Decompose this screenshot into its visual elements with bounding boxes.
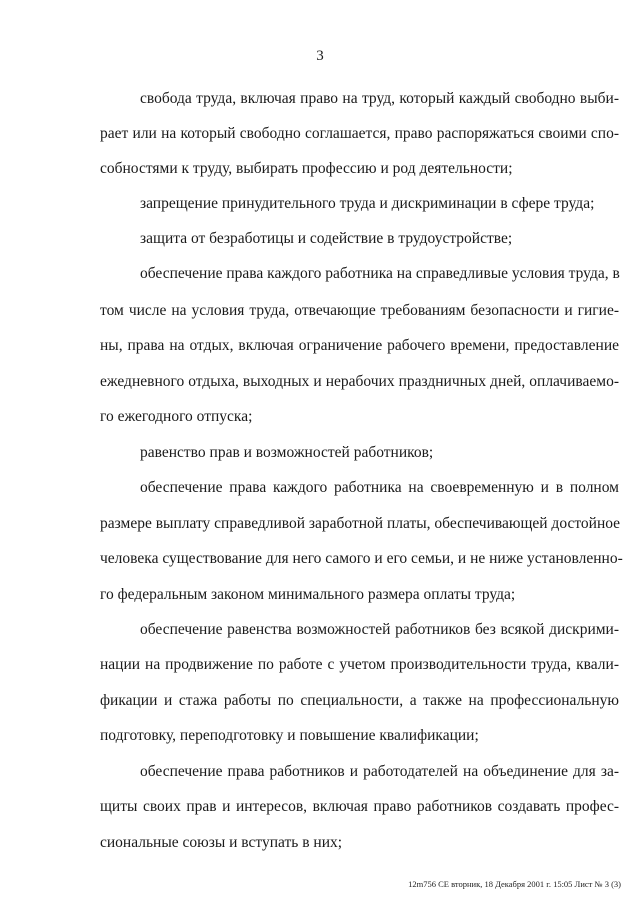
body-line: ежедневного отдыха, выходных и нерабочих праздничных дней, оплачиваемо-	[100, 373, 619, 390]
body-line: человека существование для него самого и его семьи, и не ниже установленно-	[100, 550, 623, 567]
body-line: размере выплату справедливой заработной платы, обеспечивающей достойное	[100, 515, 621, 532]
body-line: фикации и стажа работы по специальности, а также на профессиональную	[100, 692, 619, 709]
body-line: равенство прав и возможностей работников;	[140, 444, 434, 461]
body-line: свобода труда, включая право на труд, который каждый свободно выби-	[140, 90, 619, 107]
body-line: обеспечение права каждого работника на своевременную и в полном	[140, 479, 619, 496]
body-line: го федеральным законом минимального размера оплаты труда;	[100, 586, 516, 603]
body-line: го ежегодного отпуска;	[100, 408, 253, 425]
body-line: собностями к труду, выбирать профессию и род деятельности;	[100, 160, 513, 177]
body-line: запрещение принудительного труда и дискриминации в сфере труда;	[140, 195, 595, 212]
body-line: обеспечение права каждого работника на справедливые условия труда, в	[140, 265, 620, 282]
body-line: обеспечение права работников и работодателей на объединение для за-	[140, 763, 619, 780]
body-line: том числе на условия труда, отвечающие требованиям безопасности и гигие-	[100, 302, 619, 319]
body-line: щиты своих прав и интересов, включая право работников создавать профес-	[100, 798, 619, 815]
page-number: 3	[316, 48, 324, 64]
body-line: обеспечение равенства возможностей работников без всякой дискрими-	[140, 621, 619, 638]
body-line: рает или на который свободно соглашается, право распоряжаться своими спо-	[100, 125, 619, 142]
body-line: защита от безработицы и содействие в трудоустройстве;	[140, 230, 513, 247]
body-line: сиональные союзы и вступать в них;	[100, 834, 343, 851]
body-line: нации на продвижение по работе с учетом производительности труда, квали-	[100, 656, 619, 673]
body-line: подготовку, переподготовку и повышение квалификации;	[100, 727, 479, 744]
document-footer: 12m756 CE вторник, 18 Декабря 2001 г. 15:05 Лист № 3 (3)	[408, 879, 621, 889]
body-line: ны, права на отдых, включая ограничение рабочего времени, предоставление	[100, 337, 619, 354]
